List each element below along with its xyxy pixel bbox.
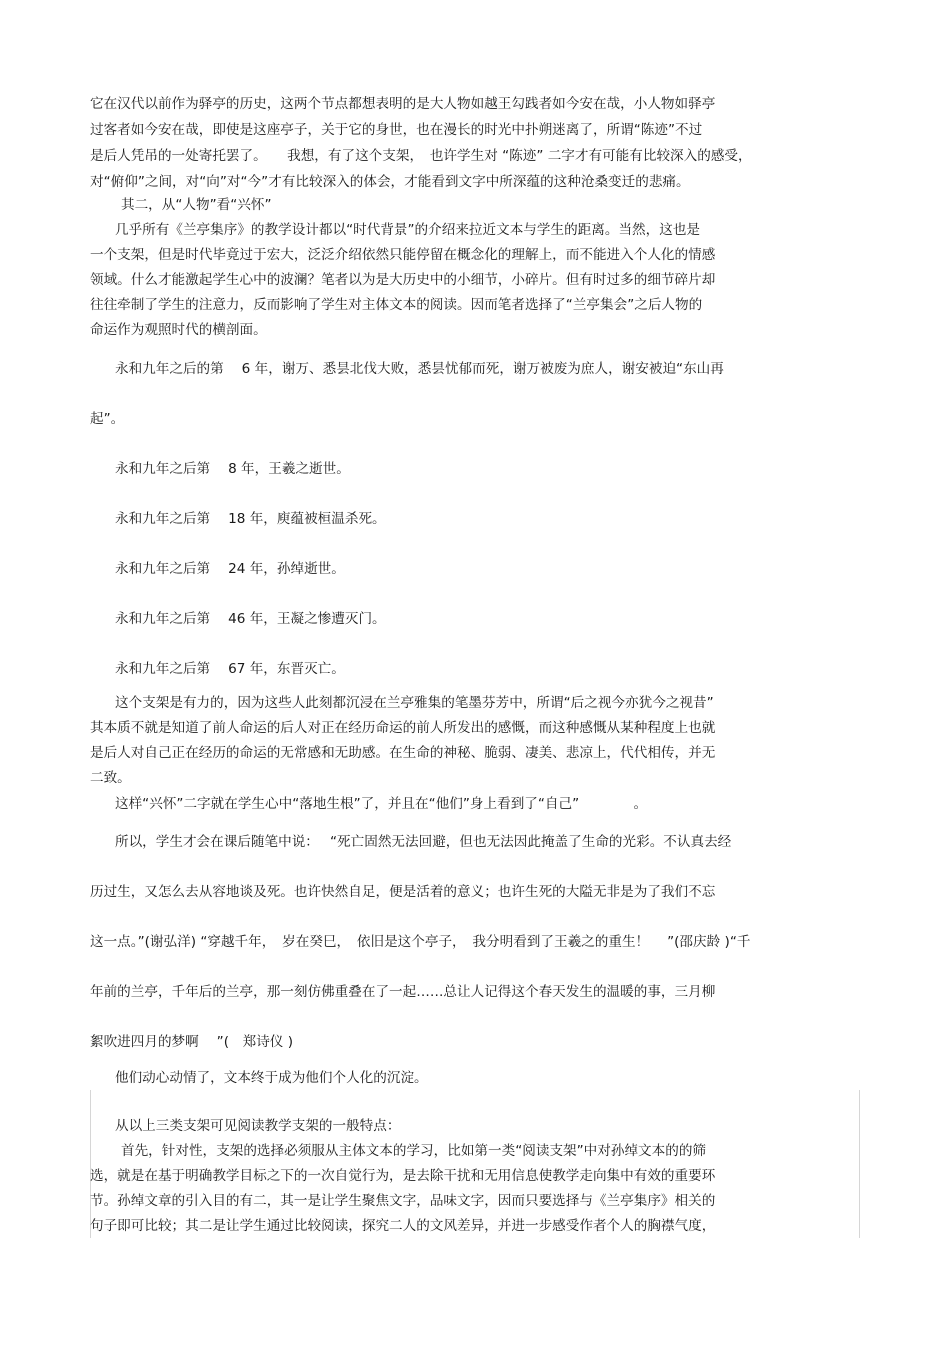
- text-line: 这一点。”(谢弘洋) “穿越千年， 岁在癸巳， 依旧是这个亭子， 我分明看到了王羲之的重生！ ”(邵庆龄 )“千: [90, 934, 751, 950]
- text-line: 起”。: [90, 411, 125, 427]
- box-border-right: [859, 1090, 860, 1238]
- text-line: 这样“兴怀”二字就在学生心中“落地生根”了，并且在“他们”身上看到了“自己” 。: [115, 796, 648, 812]
- timeline-item: 永和九年之后第 24 年，孙绰逝世。: [115, 561, 345, 577]
- text-line: 首先，针对性，支架的选择必须服从主体文本的学习，比如第一类“阅读支架”中对孙绰文本的的筛: [121, 1143, 707, 1159]
- text-line: 命运作为观照时代的横剖面。: [90, 322, 267, 338]
- text-line: 这个支架是有力的，因为这些人此刻都沉浸在兰亭雅集的笔墨芬芳中，所谓“后之视今亦犹今之视昔”: [115, 695, 714, 711]
- text-line: 历过生，又怎么去从容地谈及死。也许快然自足，便是活着的意义；也许生死的大隘无非是为了我们不忘: [90, 884, 716, 900]
- text-line: 过客者如今安在哉，即使是这座亭子，关于它的身世，也在漫长的时光中扑朔迷离了，所谓“陈迹”不过: [90, 122, 703, 138]
- text-line: 对“俯仰”之间，对“向”对“今”才有比较深入的体会，才能看到文字中所深蕴的这种沧桑变迁的悲痛。: [90, 174, 690, 190]
- text-line: 往往牵制了学生的注意力，反而影响了学生对主体文本的阅读。因而笔者选择了“兰亭集会”之后人物的: [90, 297, 703, 313]
- text-line: 选，就是在基于明确教学目标之下的一次自觉行为，是去除干扰和无用信息使教学走向集中有效的重要环: [90, 1168, 716, 1184]
- text-line: 他们动心动情了，文本终于成为他们个人化的沉淀。: [115, 1070, 428, 1086]
- text-line: 它在汉代以前作为驿亭的历史，这两个节点都想表明的是大人物如越王勾践者如今安在哉，小人物如驿亭: [90, 96, 716, 112]
- text-line: 是后人凭吊的一处寄托罢了。 我想，有了这个支架， 也许学生对 “陈迹” 二字才有可能有比较深入的感受，: [90, 148, 752, 164]
- timeline-item: 永和九年之后第 67 年，东晋灭亡。: [115, 661, 345, 677]
- text-line: 一个支架，但是时代毕竟过于宏大，泛泛介绍依然只能停留在概念化的理解上，而不能进入个人化的情感: [90, 247, 716, 263]
- timeline-item: 永和九年之后第 46 年，王凝之惨遭灭门。: [115, 611, 386, 627]
- text-line: 年前的兰亭，千年后的兰亭，那一刻仿佛重叠在了一起……总让人记得这个春天发生的温暖的事，三月柳: [90, 984, 716, 1000]
- timeline-item: 永和九年之后第 18 年，庾蕴被桓温杀死。: [115, 511, 386, 527]
- text-line: 二致。: [90, 770, 131, 786]
- section-heading: 其二，从“人物”看“兴怀”: [121, 197, 272, 213]
- text-line: 其本质不就是知道了前人命运的后人对正在经历命运的前人所发出的感慨，而这种感慨从某种程度上也就: [90, 720, 716, 736]
- text-line: 节。孙绰文章的引入目的有二，其一是让学生聚焦文字，品味文字，因而只要选择与《兰亭集序》相关的: [90, 1193, 716, 1209]
- timeline-item: 永和九年之后第 8 年，王羲之逝世。: [115, 461, 350, 477]
- section-heading: 从以上三类支架可见阅读教学支架的一般特点：: [115, 1118, 401, 1134]
- text-line: 几乎所有《兰亭集序》的教学设计都以“时代背景”的介绍来拉近文本与学生的距离。当然，这也是: [115, 222, 701, 238]
- text-line: 絮吹进四月的梦啊 ”( 郑诗仪 ): [90, 1034, 294, 1050]
- timeline-item: 永和九年之后的第 6 年，谢万、悉昙北伐大败，悉昙忧郁而死，谢万被废为庶人，谢安被迫“东山再: [115, 361, 724, 377]
- text-line: 所以，学生才会在课后随笔中说： “死亡固然无法回避，但也无法因此掩盖了生命的光彩。不认真去经: [115, 834, 732, 850]
- text-line: 是后人对自己正在经历的命运的无常感和无助感。在生命的神秘、脆弱、凄美、悲凉上，代代相传，并无: [90, 745, 716, 761]
- text-line: 句子即可比较；其二是让学生通过比较阅读，探究二人的文风差异，并进一步感受作者个人的胸襟气度，: [90, 1218, 716, 1234]
- text-line: 领域。什么才能激起学生心中的波澜？笔者以为是大历史中的小细节，小碎片。但有时过多的细节碎片却: [90, 272, 716, 288]
